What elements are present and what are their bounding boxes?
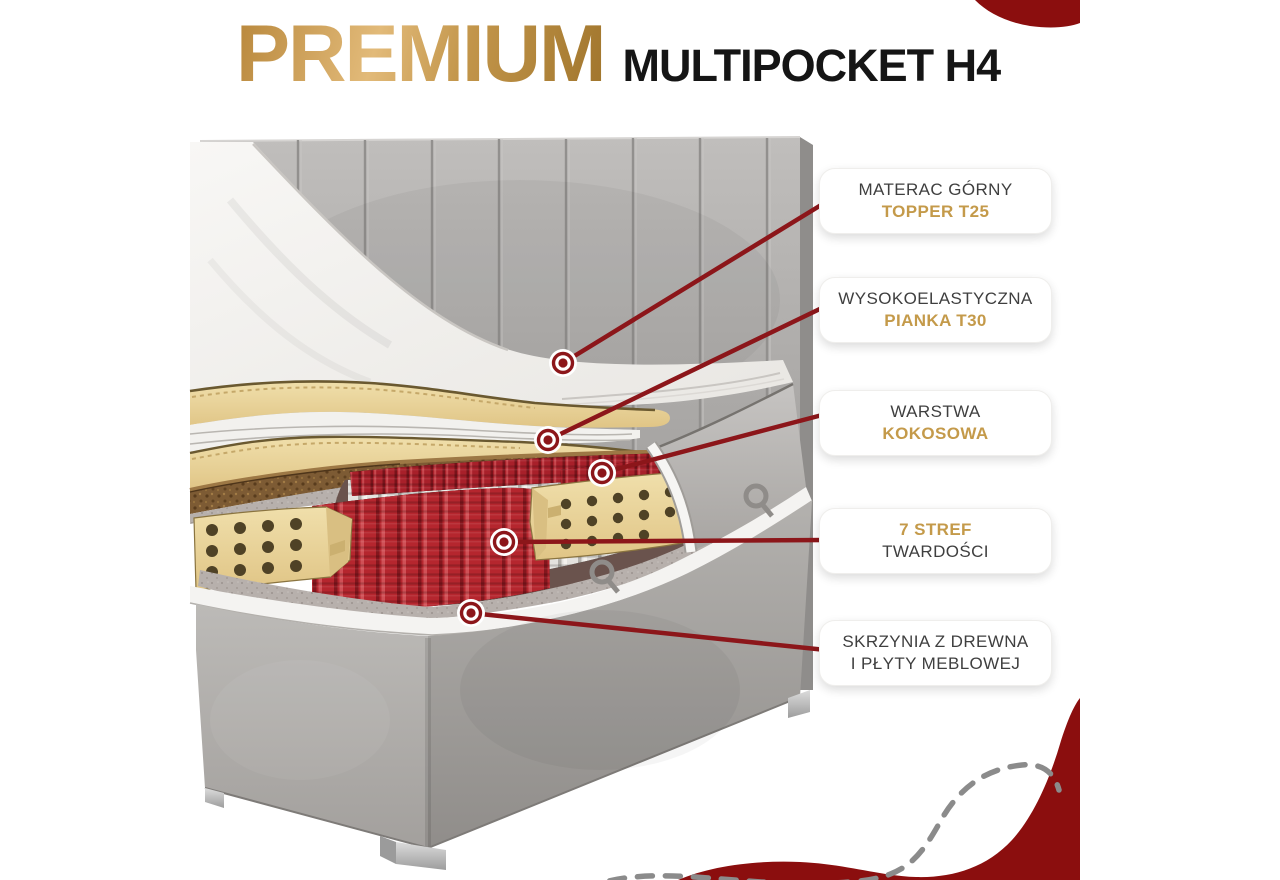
callout-line: PIANKA T30: [884, 311, 987, 330]
callout-coconut: [819, 390, 1052, 456]
corner-blob-top-right: [975, 0, 1080, 27]
model-title: MULTIPOCKET H4: [622, 40, 1001, 91]
callout-line: WARSTWA: [890, 401, 981, 421]
callout-marker-base: [457, 599, 485, 627]
callout-marker-coconut: [588, 459, 616, 487]
brand-title: PREMIUM: [236, 9, 605, 99]
callout-line: MATERAC GÓRNY: [858, 179, 1013, 199]
callout-line: KOKOSOWA: [882, 424, 989, 443]
callout-line: SKRZYNIA Z DREWNA: [842, 631, 1029, 651]
callout-line: TWARDOŚCI: [882, 542, 989, 561]
callout-base: [819, 620, 1052, 686]
callout-line: 7 STREF: [899, 519, 972, 539]
callout-line: TOPPER T25: [881, 202, 990, 221]
callout-topper: [819, 168, 1052, 234]
corner-wave-bottom-right: [678, 698, 1080, 880]
callout-marker-foam: [534, 426, 562, 454]
callout-line: I PŁYTY MEBLOWEJ: [850, 654, 1021, 673]
callout-marker-topper: [549, 349, 577, 377]
callout-foam: [819, 277, 1052, 343]
callout-zones: [819, 508, 1052, 574]
callout-marker-springs: [490, 528, 518, 556]
callout-line: WYSOKOELASTYCZNA: [838, 288, 1033, 308]
